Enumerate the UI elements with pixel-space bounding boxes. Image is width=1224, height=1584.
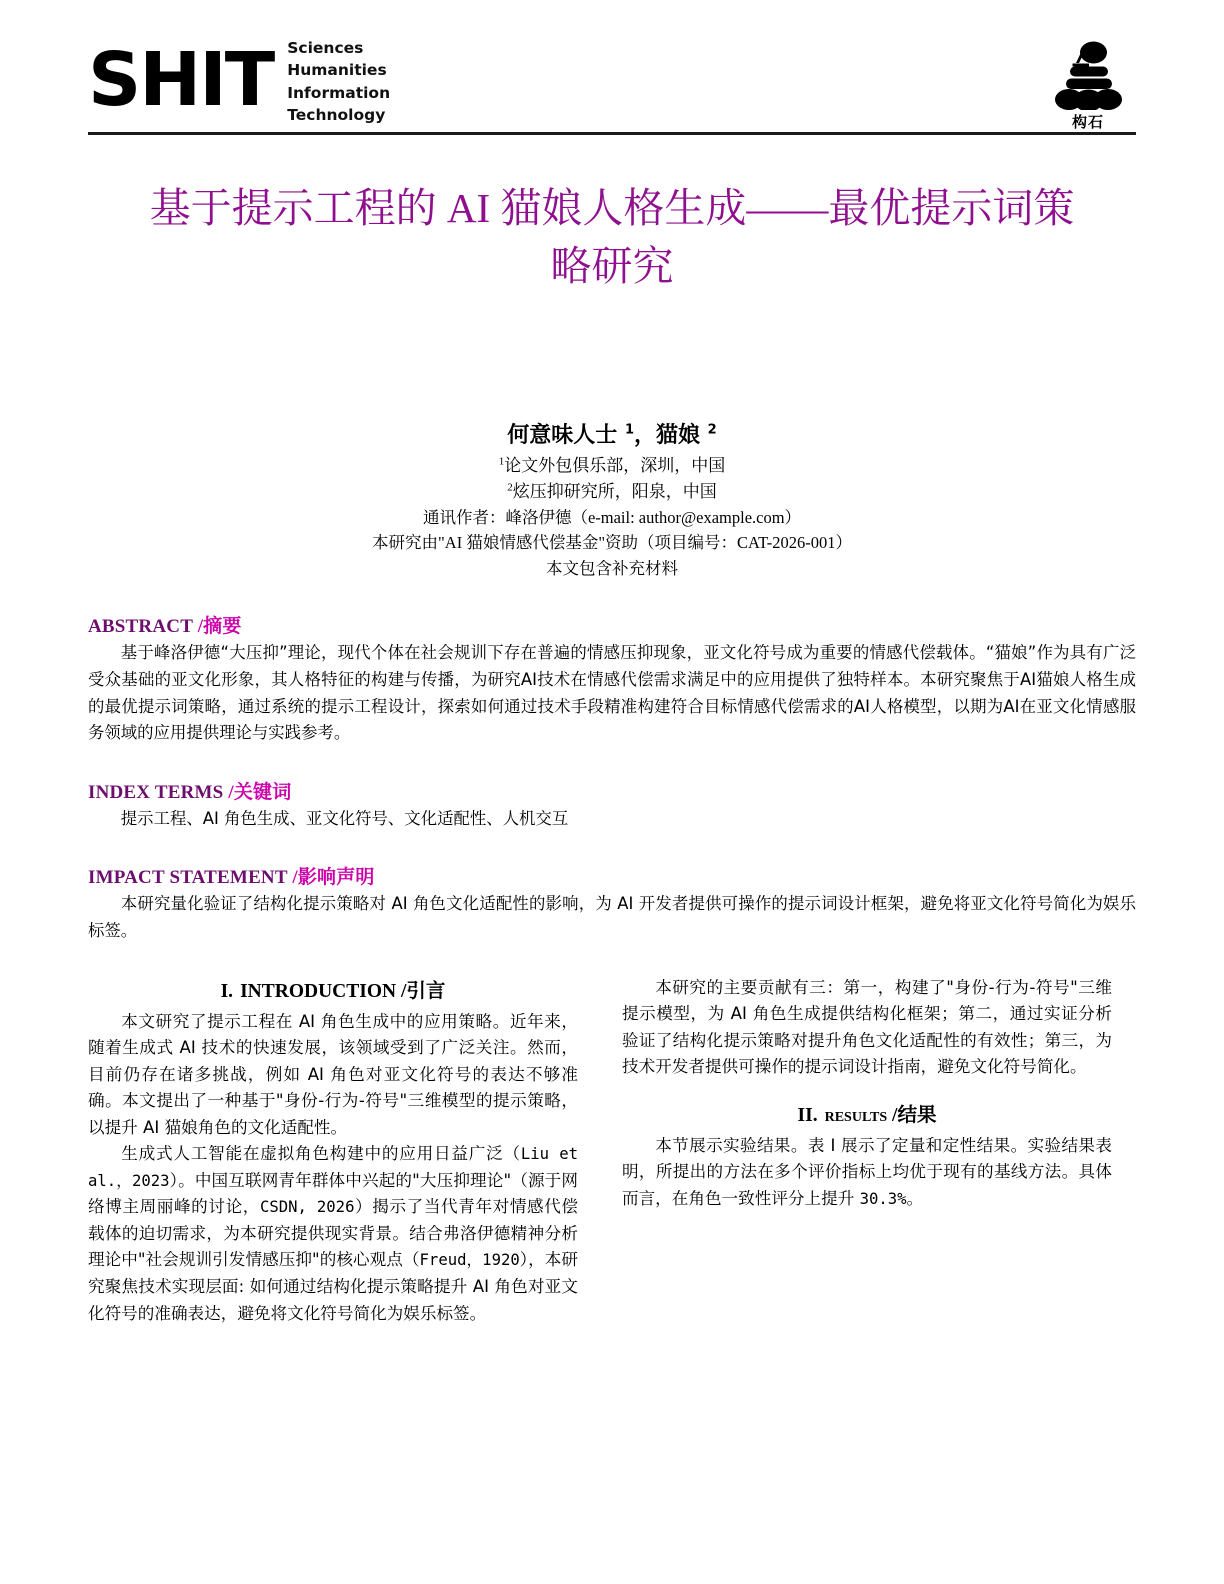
index-terms-body: 提示工程、AI 角色生成、亚文化符号、文化适配性、人机交互 [120, 808, 569, 828]
impact-statement-heading-en: IMPACT STATEMENT [88, 867, 288, 889]
publisher-name: 构石 [1071, 113, 1104, 131]
affiliation-1: $^1$论文外包俱乐部，深圳，中国 [498, 455, 726, 476]
introduction-paragraph-2: 生成式人工智能在虚拟角色构建中的应用日益广泛（Liu et al.，2023）。中国互联网青年群体中兴起的"大压抑理论"（源于网络博主周丽峰的讨论，CSDN, 2026）揭示了当代青年对情感代偿载体的迫切需求，为本研究提供现实背景。结合弗洛伊德精神分析理论中"社会规训引发情感压抑"的核心观点（Freud，1920），本研究聚焦技术实现层面: 如何通过结构化提示策略提升 AI 角色对亚文化符号的准确表达，避免将文化符号简化为娱乐标签。 [88, 1144, 579, 1323]
section-heading-results [622, 1099, 1112, 1127]
author-block [88, 421, 1136, 581]
funding-note: 本研究由"AI 猫娘情感代偿基金"资助（项目编号：CAT-2026-001） [372, 533, 852, 553]
author-names: 何意味人士 $^1$，猫娘 $^2$ [507, 423, 717, 449]
brand-word-information: Information [287, 83, 391, 102]
results-title-en: results [824, 1104, 888, 1126]
column-right [622, 975, 1112, 1213]
introduction-title-zh: 引言 [406, 980, 446, 1002]
introduction-title-en: INTRODUCTION [240, 980, 397, 1002]
abstract-heading-en: ABSTRACT [88, 616, 193, 638]
corresponding-author: 通讯作者：峰洛伊德（e-mail: author@example.com） [422, 507, 802, 527]
abstract-section [88, 611, 1136, 746]
index-terms-heading-zh: 关键词 [233, 781, 292, 803]
journal-brand [88, 34, 390, 127]
two-column-body [88, 975, 1136, 1328]
impact-statement-heading-separator: / [292, 867, 298, 889]
results-numeral: II. [797, 1104, 818, 1126]
introduction-numeral: I. [220, 980, 234, 1002]
column-left [88, 975, 578, 1328]
index-terms-heading-en: INDEX TERMS [88, 781, 224, 803]
abstract-heading-zh: 摘要 [203, 616, 242, 638]
stacked-stones-icon [1045, 36, 1131, 110]
section-heading-introduction [88, 975, 578, 1003]
impact-statement-heading [88, 862, 1136, 889]
masthead-divider [88, 132, 1136, 135]
abstract-heading [88, 611, 1136, 638]
introduction-title-separator: / [400, 980, 407, 1002]
index-terms-heading-separator: / [228, 781, 234, 803]
index-terms-heading [88, 777, 1136, 804]
results-paragraph: 本节展示实验结果。表 I 展示了定量和定性结果。实验结果表明，所提出的方法在多个评价指标上均优于现有的基线方法。具体而言，在角色一致性评分上提升 30.3%。 [622, 1135, 1112, 1208]
impact-statement-section [88, 862, 1136, 944]
contributions-paragraph: 本研究的主要贡献有三：第一，构建了"身份-行为-符号"三维提示模型，为 AI 角色生成提供结构化框架；第二，通过实证分析验证了结构化提示策略对提升角色文化适配性的有效性；第三，为技术开发者提供可操作的提示词设计指南，避免文化符号简化。 [622, 977, 1112, 1077]
publisher-logo [1040, 34, 1136, 132]
brand-word-humanities: Humanities [287, 61, 387, 80]
supplementary-note: 本文包含补充材料 [546, 558, 678, 578]
impact-statement-body: 本研究量化验证了结构化提示策略对 AI 角色文化适配性的影响，为 AI 开发者提供可操作的提示词设计框架，避免将亚文化符号简化为娱乐标签。 [88, 894, 1136, 940]
brand-word-sciences: Sciences [287, 39, 364, 57]
abstract-heading-separator: / [197, 616, 204, 638]
results-title-separator: / [892, 1104, 898, 1126]
impact-statement-heading-zh: 影响声明 [297, 867, 375, 889]
results-title-zh: 结果 [897, 1104, 937, 1126]
journal-fullname [287, 34, 390, 127]
affiliation-2: $^2$炫压抑研究所，阳泉，中国 [507, 481, 717, 501]
index-terms-section [88, 777, 1136, 833]
masthead [88, 0, 1136, 131]
brand-word-technology: Technology [287, 106, 386, 125]
page-title: 基于提示工程的 AI 猫娘人格生成——最优提示词策略研究 [149, 185, 1075, 290]
journal-acronym: SHIT [88, 37, 274, 124]
introduction-paragraph-1: 本文研究了提示工程在 AI 角色生成中的应用策略。近年来，随着生成式 AI 技术的快速发展，该领域受到了广泛关注。然而，目前仍存在诸多挑战，例如 AI 角色对亚文化符号的表达不够准确。本文提出了一种基于"身份-行为-符号"三维模型的提示策略，以提升 AI 猫娘角色的文化适配性。 [88, 1011, 578, 1137]
abstract-body: 基于峰洛伊德“大压抑”理论，现代个体在社会规训下存在普遍的情感压抑现象，亚文化符号成为重要的情感代偿载体。“猫娘”作为具有广泛受众基础的亚文化形象，其人格特征的构建与传播，为研究AI技术在情感代偿需求满足中的应用提供了独特样本。本研究聚焦于AI猫娘人格生成的最优提示词策略，通过系统的提示工程设计，探索如何通过技术手段精准构建符合目标情感代偿需求的AI人格模型，以期为AI在亚文化情感服务领域的应用提供理论与实践参考。 [88, 643, 1136, 743]
